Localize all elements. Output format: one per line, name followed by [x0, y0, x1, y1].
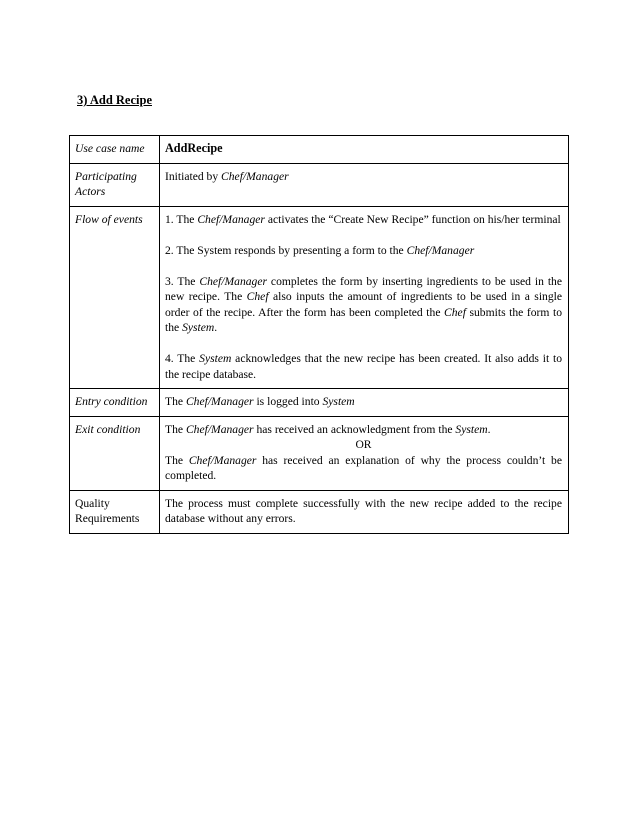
participating-actors-value: Initiated by Chef/Manager: [160, 163, 569, 206]
quality-requirements-label: Quality Requirements: [70, 490, 160, 533]
use-case-name-value: AddRecipe: [160, 136, 569, 164]
exit-condition-value: [160, 416, 569, 490]
participating-actors-row: [70, 163, 569, 206]
use-case-name-label: Use case name: [70, 136, 160, 164]
use-case-table: [69, 135, 569, 534]
section-heading: 3) Add Recipe: [77, 93, 152, 107]
exit-condition-or: OR: [355, 438, 372, 451]
flow-step-4: 4. The System acknowledges that the new recipe has been created. It also adds it to the recipe database.: [165, 352, 562, 381]
exit-condition-line-1: The Chef/Manager has received an acknowledgment from the System.: [165, 422, 491, 436]
exit-condition-label: Exit condition: [70, 416, 160, 490]
use-case-name-row: [70, 136, 569, 164]
entry-condition-row: [70, 389, 569, 417]
flow-of-events-label: Flow of events: [70, 206, 160, 389]
flow-step-3: 3. The Chef/Manager completes the form by inserting ingredients to be used in the new recipe. The Chef also inputs the amount of ingredients to be used in a single order of the recipe. After the form has been completed the Chef submits the form to the System.: [165, 274, 562, 334]
entry-condition-label: Entry condition: [70, 389, 160, 417]
exit-condition-line-2: The Chef/Manager has received an explanation of why the process couldn’t be completed.: [165, 453, 562, 482]
flow-of-events-value: [160, 206, 569, 389]
quality-requirements-value: The process must complete successfully with the new recipe added to the recipe database without any errors.: [160, 490, 569, 533]
flow-of-events-row: [70, 206, 569, 389]
flow-step-2: 2. The System responds by presenting a form to the Chef/Manager: [165, 243, 475, 257]
participating-actors-label: Participating Actors: [70, 163, 160, 206]
entry-condition-value: The Chef/Manager is logged into System: [160, 389, 569, 417]
quality-requirements-row: [70, 490, 569, 533]
exit-condition-row: [70, 416, 569, 490]
flow-step-1: 1. The Chef/Manager activates the “Create New Recipe” function on his/her terminal: [165, 212, 561, 226]
